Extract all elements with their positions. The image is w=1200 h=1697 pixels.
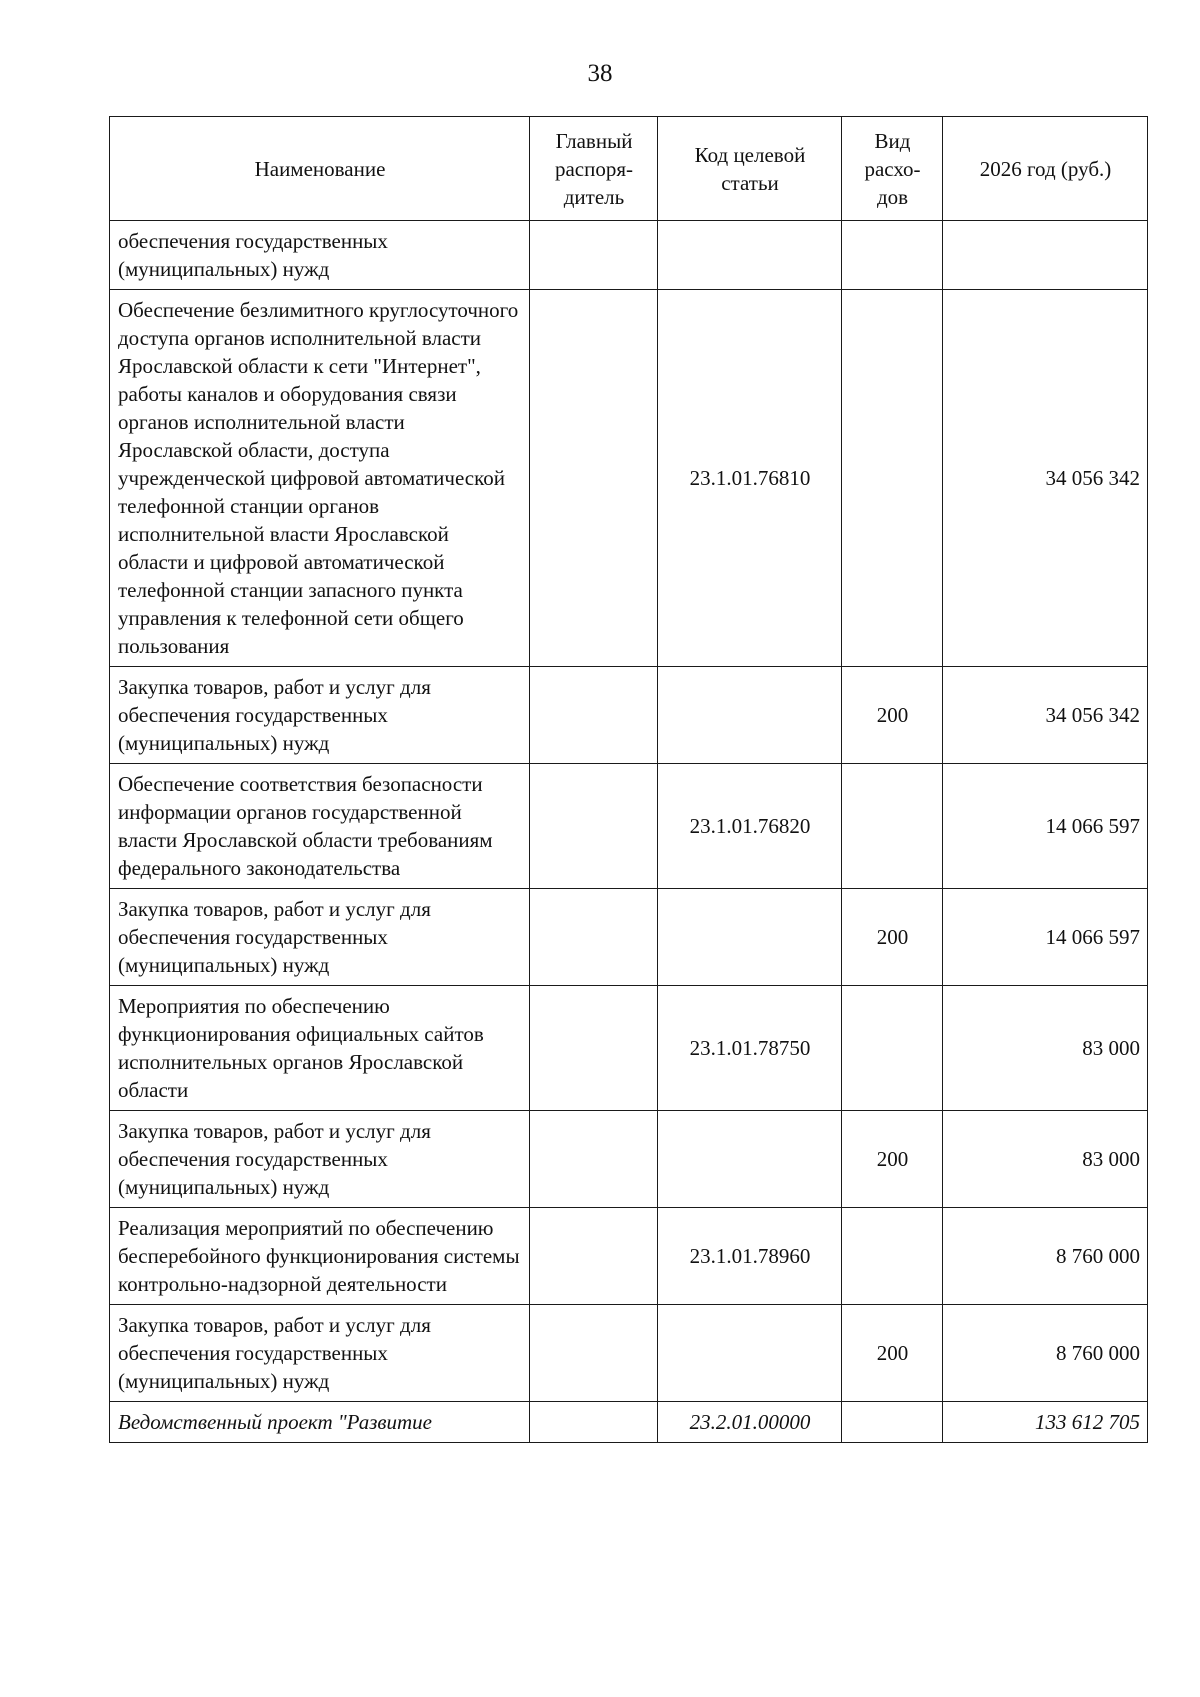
table-row — [110, 667, 1148, 764]
table-header-row — [110, 117, 1148, 221]
header-name: Наименование — [110, 117, 530, 221]
cell-type — [842, 221, 943, 290]
cell-type: 200 — [842, 667, 943, 764]
cell-name: обеспечения государственных (муниципальных) нужд — [110, 221, 530, 290]
cell-code — [658, 889, 842, 986]
cell-name: Закупка товаров, работ и услуг для обеспечения государственных (муниципальных) нужд — [110, 1305, 530, 1402]
cell-admin — [530, 1111, 658, 1208]
cell-code — [658, 1305, 842, 1402]
cell-code — [658, 221, 842, 290]
cell-admin — [530, 764, 658, 889]
cell-type — [842, 1208, 943, 1305]
cell-code: 23.1.01.78750 — [658, 986, 842, 1111]
table-row — [110, 986, 1148, 1111]
header-type: Вид расхо-дов — [842, 117, 943, 221]
cell-code: 23.2.01.00000 — [658, 1402, 842, 1443]
cell-code: 23.1.01.78960 — [658, 1208, 842, 1305]
cell-type: 200 — [842, 889, 943, 986]
table-row — [110, 764, 1148, 889]
cell-name: Закупка товаров, работ и услуг для обеспечения государственных (муниципальных) нужд — [110, 889, 530, 986]
cell-admin — [530, 1305, 658, 1402]
table-row — [110, 1402, 1148, 1443]
cell-code: 23.1.01.76810 — [658, 290, 842, 667]
cell-amount: 14 066 597 — [943, 889, 1148, 986]
cell-type — [842, 986, 943, 1111]
cell-amount: 133 612 705 — [943, 1402, 1148, 1443]
cell-admin — [530, 290, 658, 667]
cell-amount: 83 000 — [943, 1111, 1148, 1208]
cell-type — [842, 764, 943, 889]
cell-name: Обеспечение соответствия безопасности информации органов государственной власти Ярославской области требованиям федерального законодательства — [110, 764, 530, 889]
cell-code — [658, 1111, 842, 1208]
cell-amount: 34 056 342 — [943, 290, 1148, 667]
cell-amount — [943, 221, 1148, 290]
table-row — [110, 1305, 1148, 1402]
header-code: Код целевой статьи — [658, 117, 842, 221]
cell-type — [842, 290, 943, 667]
cell-code: 23.1.01.76820 — [658, 764, 842, 889]
cell-amount: 34 056 342 — [943, 667, 1148, 764]
cell-name: Ведомственный проект "Развитие — [110, 1402, 530, 1443]
cell-type — [842, 1402, 943, 1443]
cell-code — [658, 667, 842, 764]
cell-type: 200 — [842, 1111, 943, 1208]
cell-amount: 8 760 000 — [943, 1208, 1148, 1305]
cell-amount: 8 760 000 — [943, 1305, 1148, 1402]
cell-admin — [530, 1402, 658, 1443]
cell-type: 200 — [842, 1305, 943, 1402]
header-amount: 2026 год (руб.) — [943, 117, 1148, 221]
cell-admin — [530, 667, 658, 764]
header-admin: Главный распоря-дитель — [530, 117, 658, 221]
cell-name: Обеспечение безлимитного круглосуточного доступа органов исполнительной власти Ярославской области к сети "Интернет", работы каналов и оборудования связи органов исполнительной власти Ярославской области, доступа учрежденческой цифровой автоматической телефонной станции органов исполнительной власти Ярославской области и цифровой автоматической телефонной станции запасного пункта управления к телефонной сети общего пользования — [110, 290, 530, 667]
table-row — [110, 290, 1148, 667]
cell-name: Закупка товаров, работ и услуг для обеспечения государственных (муниципальных) нужд — [110, 667, 530, 764]
cell-admin — [530, 986, 658, 1111]
cell-admin — [530, 221, 658, 290]
cell-name: Мероприятия по обеспечению функционирования официальных сайтов исполнительных органов Ярославской области — [110, 986, 530, 1111]
table-row — [110, 1111, 1148, 1208]
cell-name: Реализация мероприятий по обеспечению бесперебойного функционирования системы контрольно-надзорной деятельности — [110, 1208, 530, 1305]
table-row — [110, 889, 1148, 986]
cell-amount: 83 000 — [943, 986, 1148, 1111]
table-row — [110, 1208, 1148, 1305]
page-number: 38 — [587, 60, 613, 87]
table-row — [110, 221, 1148, 290]
budget-table — [109, 116, 1148, 1443]
cell-amount: 14 066 597 — [943, 764, 1148, 889]
cell-admin — [530, 889, 658, 986]
cell-admin — [530, 1208, 658, 1305]
cell-name: Закупка товаров, работ и услуг для обеспечения государственных (муниципальных) нужд — [110, 1111, 530, 1208]
